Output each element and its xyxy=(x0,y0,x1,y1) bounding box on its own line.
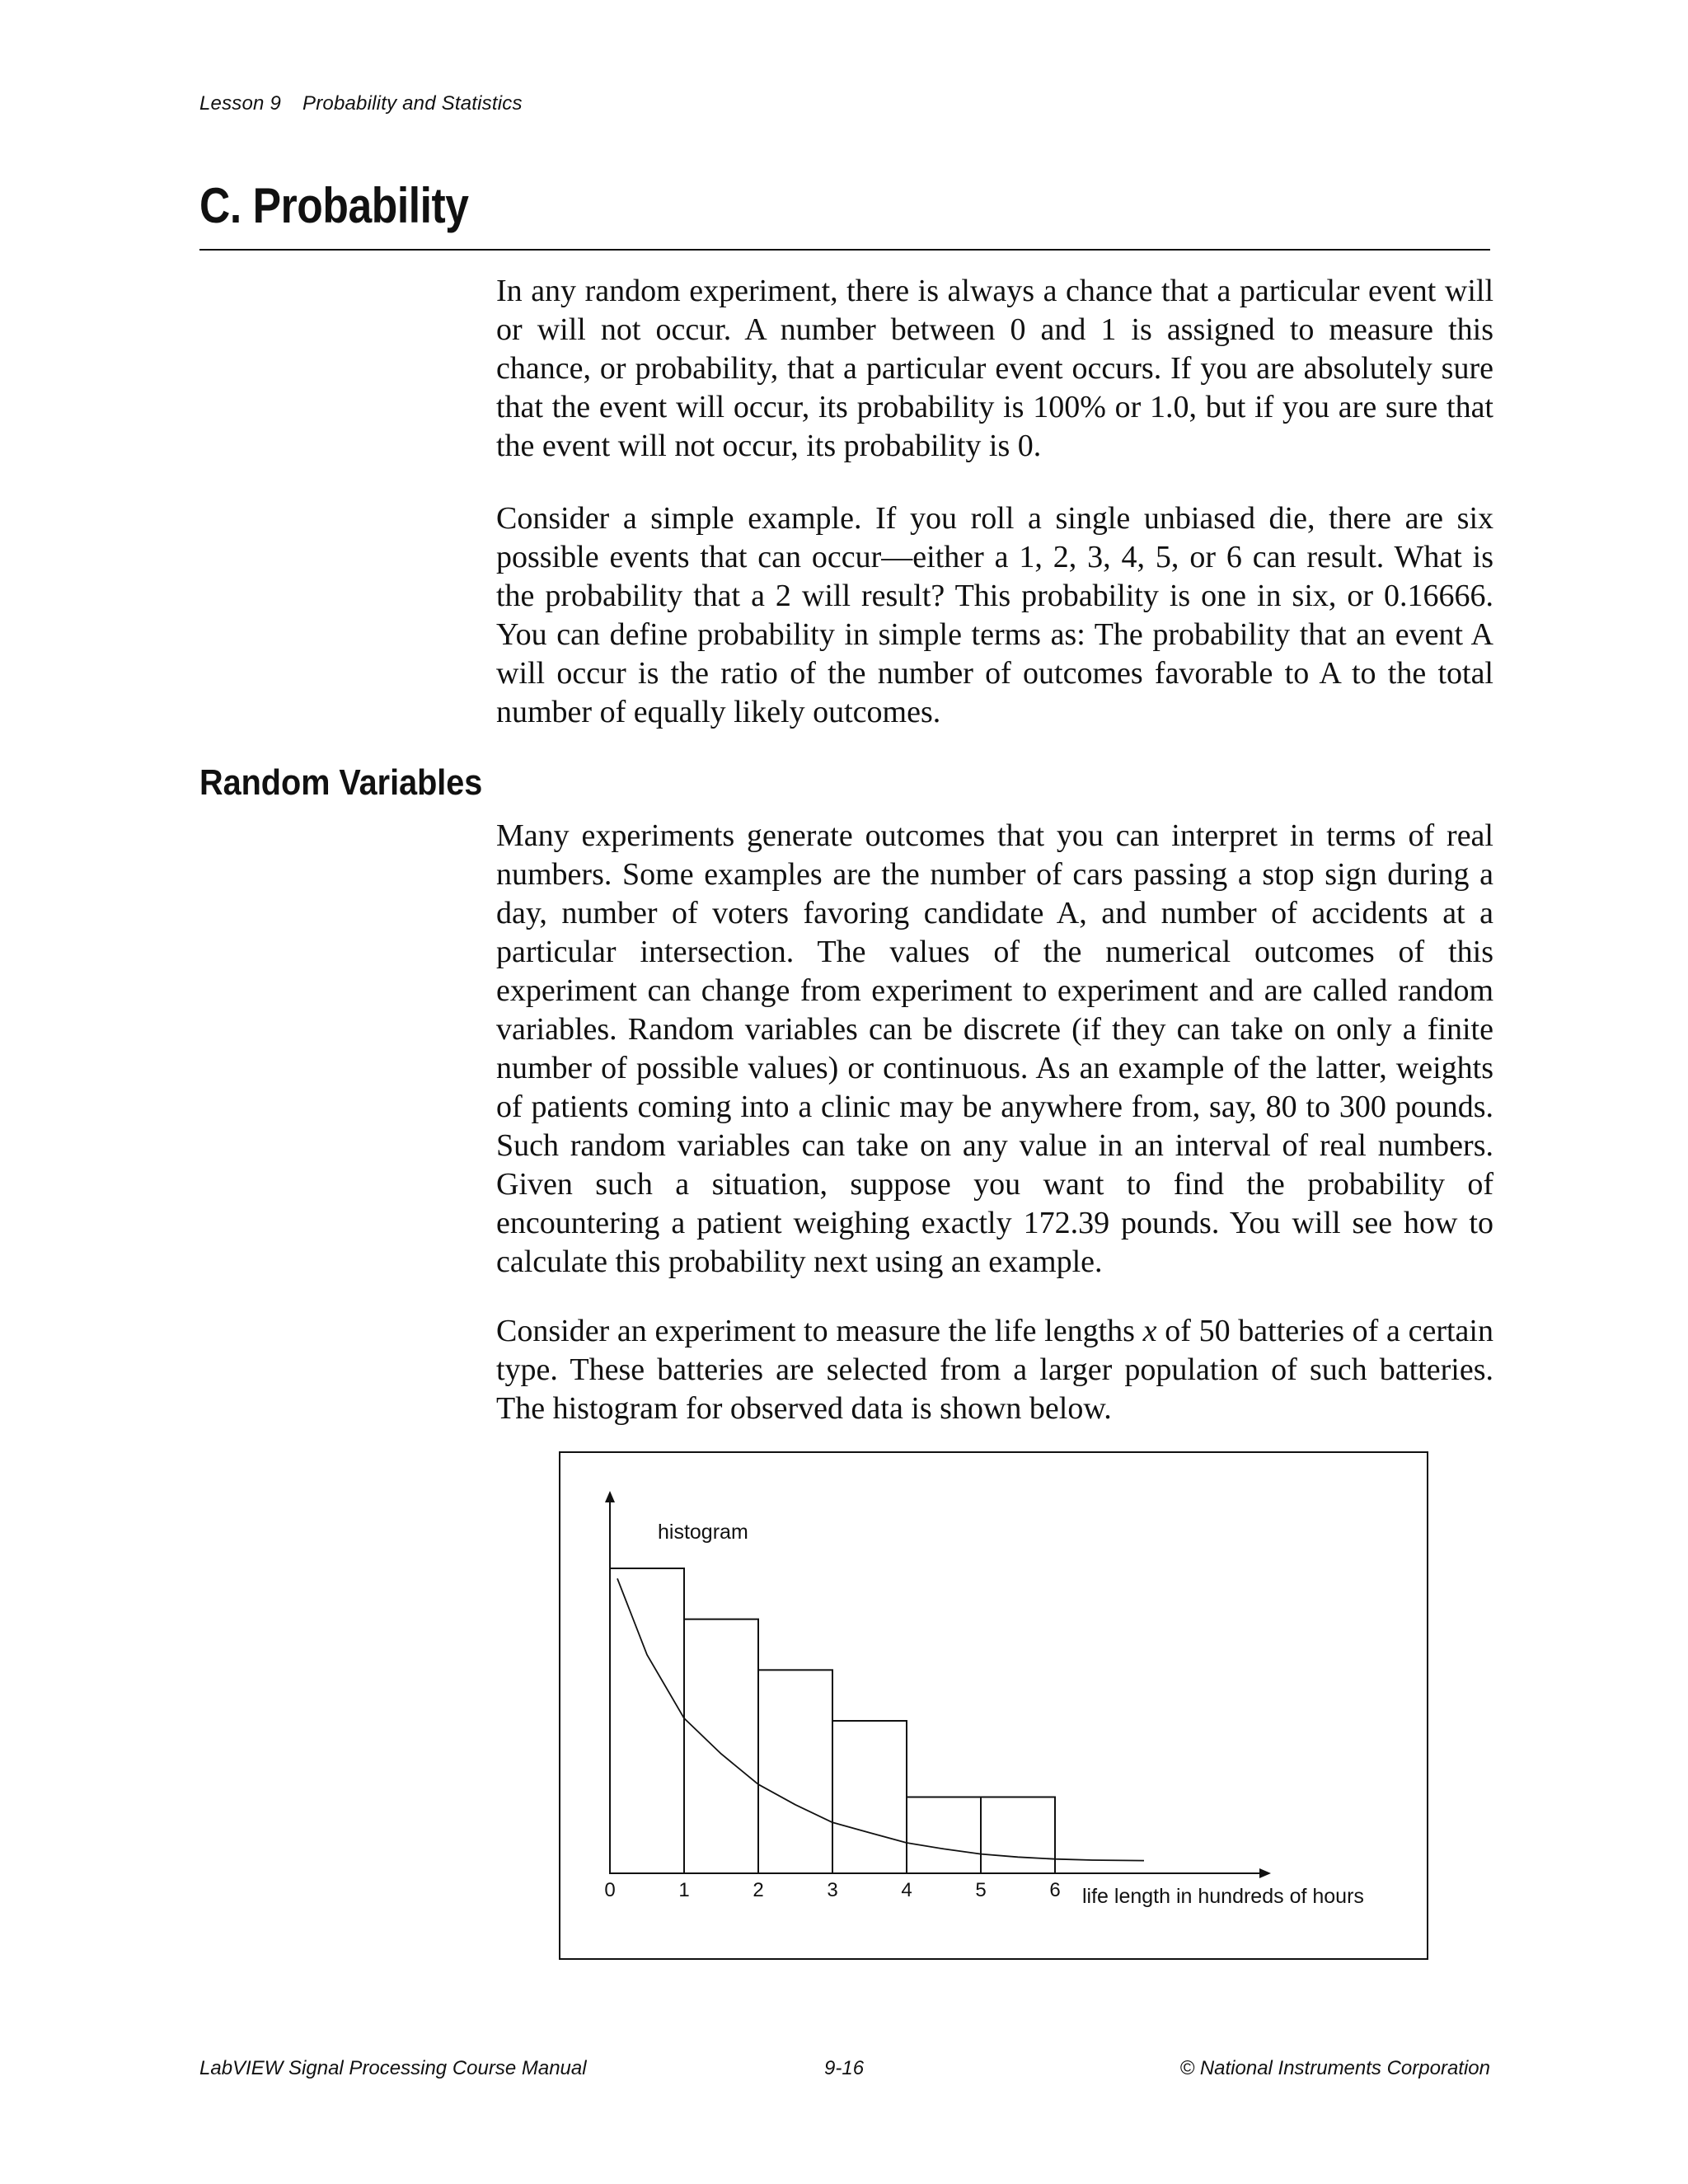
footer-copyright: © National Instruments Corporation xyxy=(1179,2057,1490,2079)
section-title: C. Probability xyxy=(199,178,469,233)
header-lesson: Lesson 9 xyxy=(199,92,282,115)
x-tick-label: 1 xyxy=(678,1879,690,1901)
x-tick-label: 3 xyxy=(827,1879,838,1901)
battery-text-before: Consider an experiment to measure the life lengths xyxy=(496,1314,1143,1348)
x-tick-label: 0 xyxy=(604,1879,616,1901)
header-topic: Probability and Statistics xyxy=(302,92,523,115)
running-header xyxy=(199,92,523,115)
battery-text-after: of 50 batteries of a certain type. These batteries are selected from a larger population of such batteries. The histogram for observed data is shown below. xyxy=(496,1314,1493,1426)
subheading-random-variables: Random Variables xyxy=(199,762,483,803)
paragraph-random-variables: Many experiments generate outcomes that you can interpret in terms of real numbers. Some examples are the number of cars passing a stop sign during a day, number of voters favoring candidate A, and number of accidents at a particular intersection. The values of the numerical outcomes of this experiment can change from experiment to experiment and are called random variables. Random variables can be discrete (if they can take on only a finite number of possible values) or continuous. As an example of the latter, weights of patients coming into a clinic may be anywhere from, say, 80 to 300 pounds. Such random variables can take on any value in an interval of real numbers. Given such a situation, suppose you want to find the probability of encountering a patient weighing exactly 172.39 pounds. You will see how to calculate this probability next using an example. xyxy=(496,818,1493,1279)
y-axis-label: histogram xyxy=(658,1521,748,1544)
footer-page-number: 9-16 xyxy=(824,2057,865,2079)
histogram-bar xyxy=(758,1670,832,1873)
histogram-bar xyxy=(610,1568,684,1873)
histogram-bar xyxy=(907,1797,981,1874)
fitted-curve xyxy=(617,1578,1144,1860)
x-tick-label: 6 xyxy=(1049,1879,1061,1901)
x-axis-label: life length in hundreds of hours xyxy=(1082,1885,1364,1908)
variable-x: x xyxy=(1142,1314,1157,1348)
histogram-figure xyxy=(559,1451,1428,1960)
paragraph-battery-experiment xyxy=(496,1312,1493,1428)
x-tick-label: 4 xyxy=(901,1879,912,1901)
histogram-bar xyxy=(832,1721,907,1873)
x-tick-label: 2 xyxy=(753,1879,764,1901)
histogram-bar xyxy=(981,1797,1055,1874)
paragraph-die-example: Consider a simple example. If you roll a single unbiased die, there are six possible events that can occur—either a 1, 2, 3, 4, 5, or 6 can result. What is the probability that a 2 will result? This probability is one in six, or 0.16666. You can define probability in simple terms as: The probability that an event A will occur is the ratio of the number of outcomes favorable to A to the total number of equally likely outcomes. xyxy=(496,501,1493,729)
histogram-chart xyxy=(560,1453,1426,1957)
paragraph-probability-intro: In any random experiment, there is always a chance that a particular event will or will not occur. A number between 0 and 1 is assigned to measure this chance, or probability, that a particular event occurs. If you are absolutely sure that the event will occur, its probability is 100% or 1.0, but if you are sure that the event will not occur, its probability is 0. xyxy=(496,274,1493,463)
x-tick-label: 5 xyxy=(975,1879,987,1901)
title-rule xyxy=(199,249,1490,251)
histogram-bar xyxy=(684,1619,758,1873)
footer-manual-title: LabVIEW Signal Processing Course Manual xyxy=(199,2057,587,2079)
